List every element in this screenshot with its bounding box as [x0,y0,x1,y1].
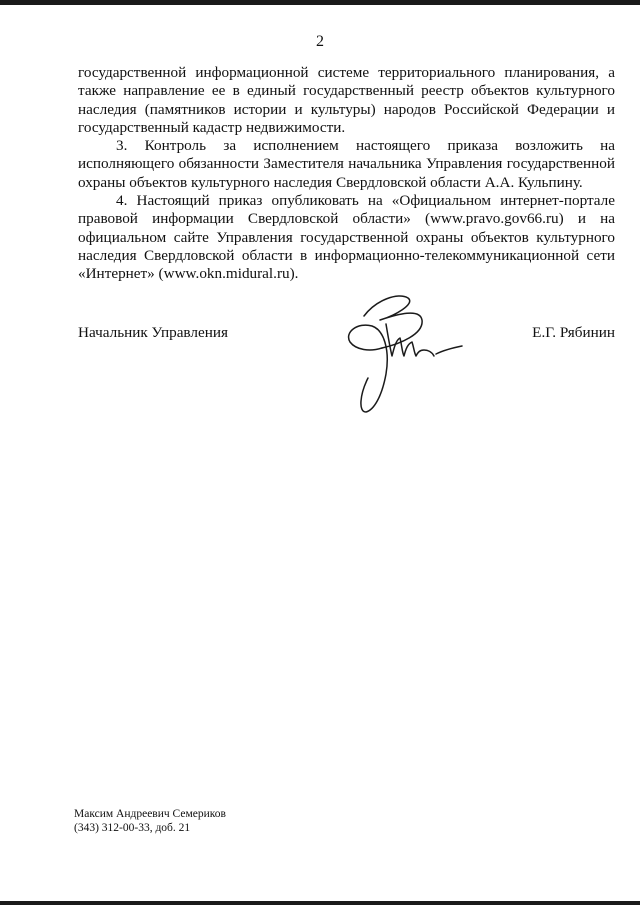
executor-info [74,807,226,835]
scan-bottom-edge [0,901,640,905]
signature-block [78,322,615,442]
scan-top-edge [0,0,640,5]
executor-phone: (343) 312-00-33, доб. 21 [74,822,191,834]
page-number: 2 [316,33,324,50]
executor-name: Максим Андреевич Семериков [74,808,226,820]
paragraph-continuation: государственной информационной системе территориального планирования, а также направление ее в единый государственный реестр объектов культурного наследия (памятников истории и культуры) народов Российской Федерации и государственный кадастр недвижимости. [78,64,615,136]
signer-position: Начальник Управления [78,324,228,341]
document-body [78,64,615,284]
signer-name: Е.Г. Рябинин [532,324,615,341]
handwritten-signature [336,286,466,426]
paragraph-3-control: 3. Контроль за исполнением настоящего приказа возложить на исполняющего обязанности Заместителя начальника Управления государственной охраны объектов культурного наследия Свердловской области А.А. Кульпину. [78,137,615,191]
paragraph-4-publication: 4. Настоящий приказ опубликовать на «Официальном интернет-портале правовой информации Свердловской области» (www.pravo.gov66.ru) и на официальном сайте Управления государственной охраны объектов культурного наследия Свердловской области в информационно-телекоммуникационной сети «Интернет» (www.okn.midural.ru). [78,192,615,283]
